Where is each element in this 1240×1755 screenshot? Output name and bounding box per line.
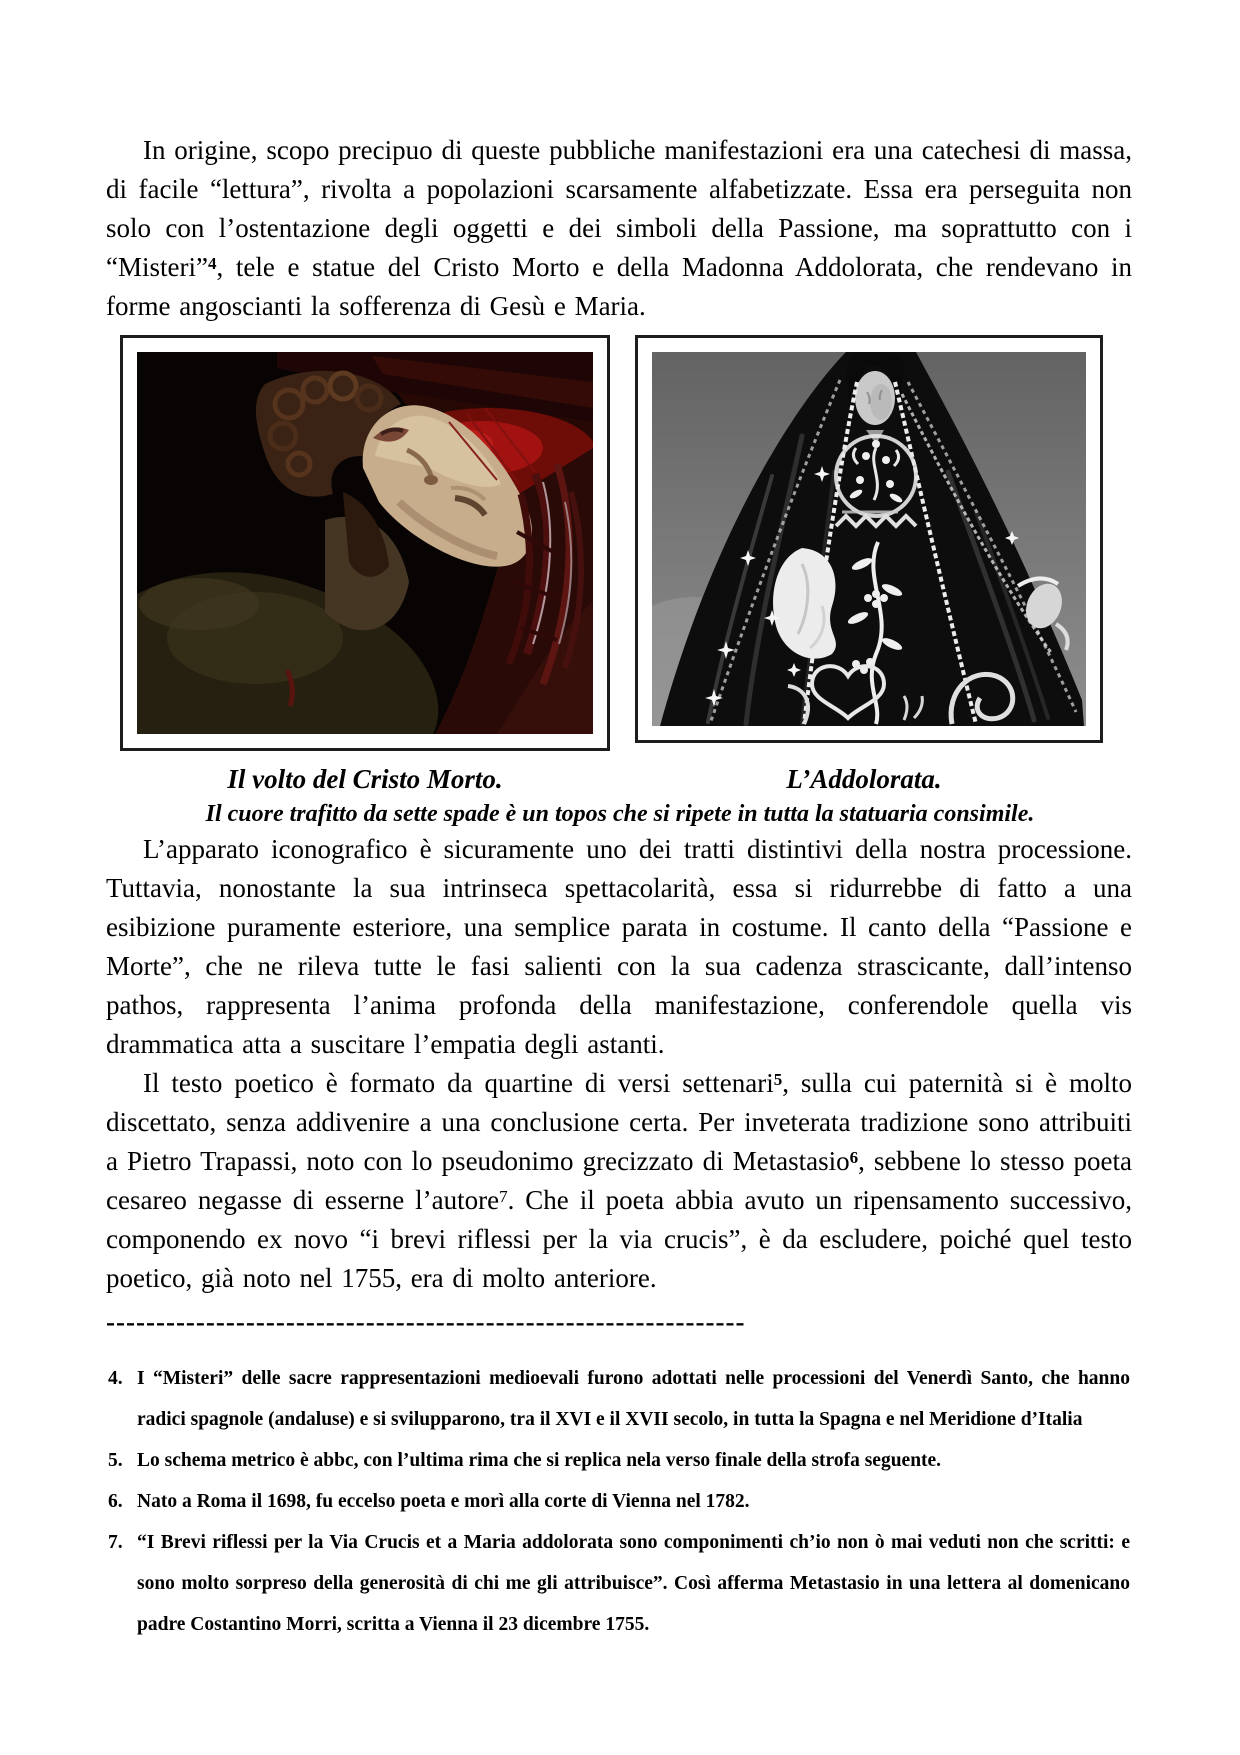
footnote-ref-5: 5 <box>773 1070 783 1089</box>
footnote-text: I “Misteri” delle sacre rappresentazioni medioevali furono adottati nelle processioni del Venerdì Santo, che hanno radici spagnole (andaluse) e si svilupparono, tra il XVI e il XVII secolo, in tutta la Spagna e nel Meridione d’Italia <box>137 1368 1130 1430</box>
footnote-text: “I Brevi riflessi per la Via Crucis et a Maria addolorata sono componimenti ch’io non ò mai veduti non che scritti: e sono molto sorpreso della generosità di chi me gli attribuisce”. Così afferma Metastasio in una lettera al domenicano padre Costantino Morri, scritta a Vienna il 23 dicembre 1755. <box>137 1532 1130 1635</box>
caption-addolorata: L’Addolorata. <box>786 764 942 794</box>
footnote-number: 4. <box>108 1368 123 1389</box>
figure-cristo-morto <box>120 335 610 751</box>
footnote-ref-7: 7 <box>499 1187 508 1206</box>
paragraph-testo-poetico: Il testo poetico è formato da quartine di versi settenari$^5$, sulla cui paternità si è molto discettato, senza addivenire a una conclusione certa. Per inveterata tradizione sono attribuiti a Pietro Trapassi, noto con lo pseudonimo grecizzato di Metastasio$^6$, sebbene lo stesso poeta cesareo negasse di esserne l’autore$^7$. Che il poeta abbia avuto un ripensamento successivo, componendo ex novo “i brevi riflessi per la via crucis”, è da escludere, poiché quel testo poetico, già noto nel 1755, era di molto anteriore. <box>106 1068 1133 1293</box>
cristo-morto-photo <box>137 352 593 734</box>
footnote-6 <box>106 1481 1130 1522</box>
footnote-text: Nato a Roma il 1698, fu eccelso poeta e morì alla corte di Vienna nel 1782. <box>137 1491 750 1512</box>
figures-row <box>106 335 1240 751</box>
paragraph-intro: In origine, scopo precipuo di queste pubbliche manifestazioni era una catechesi di massa, di facile “lettura”, rivolta a popolazioni scarsamente alfabetizzate. Essa era perseguita non solo con l’ostentazione degli oggetti e dei simboli della Passione, ma soprattutto con i “Misteri”$^4$, tele e statue del Cristo Morto e della Madonna Addolorata, che rendevano in forme angoscianti la sofferenza di Gesù e Maria. <box>106 135 1132 321</box>
footnote-number: 7. <box>108 1532 123 1553</box>
footnote-number: 5. <box>108 1450 123 1471</box>
footnote-separator: ---------------------------------------------------------------- <box>106 1307 746 1337</box>
captions-row <box>106 762 1134 796</box>
paragraph-apparato: L’apparato iconografico è sicuramente uno dei tratti distintivi della nostra processione. Tuttavia, nonostante la sua intrinseca spettacolarità, essa si ridurrebbe di fatto a una esibizione puramente esteriore, una semplice parata in costume. Il canto della “Passione e Morte”, che ne rileva tutte le fasi salienti con la sua cadenza strascicante, dall’intenso pathos, rappresenta l’anima profonda della manifestazione, conferendole quella vis drammatica atta a suscitare l’empatia degli astanti. <box>106 834 1132 1059</box>
caption-subtitle: Il cuore trafitto da sette spade è un topos che si ripete in tutta la statuaria consimile. <box>205 801 1035 827</box>
footnote-4 <box>106 1358 1130 1440</box>
footnote-5 <box>106 1440 1130 1481</box>
footnote-ref-6: 6 <box>849 1148 859 1167</box>
caption-cristo-morto: Il volto del Cristo Morto. <box>227 764 503 794</box>
footnote-ref-4: 4 <box>207 254 217 273</box>
footnote-7 <box>106 1522 1130 1645</box>
footnote-number: 6. <box>108 1491 123 1512</box>
addolorata-photo <box>652 352 1086 726</box>
footnotes-section <box>106 1358 1130 1645</box>
footnote-text: Lo schema metrico è abbc, con l’ultima rima che si replica nela verso finale della strofa seguente. <box>137 1450 942 1471</box>
figure-addolorata <box>635 335 1103 743</box>
